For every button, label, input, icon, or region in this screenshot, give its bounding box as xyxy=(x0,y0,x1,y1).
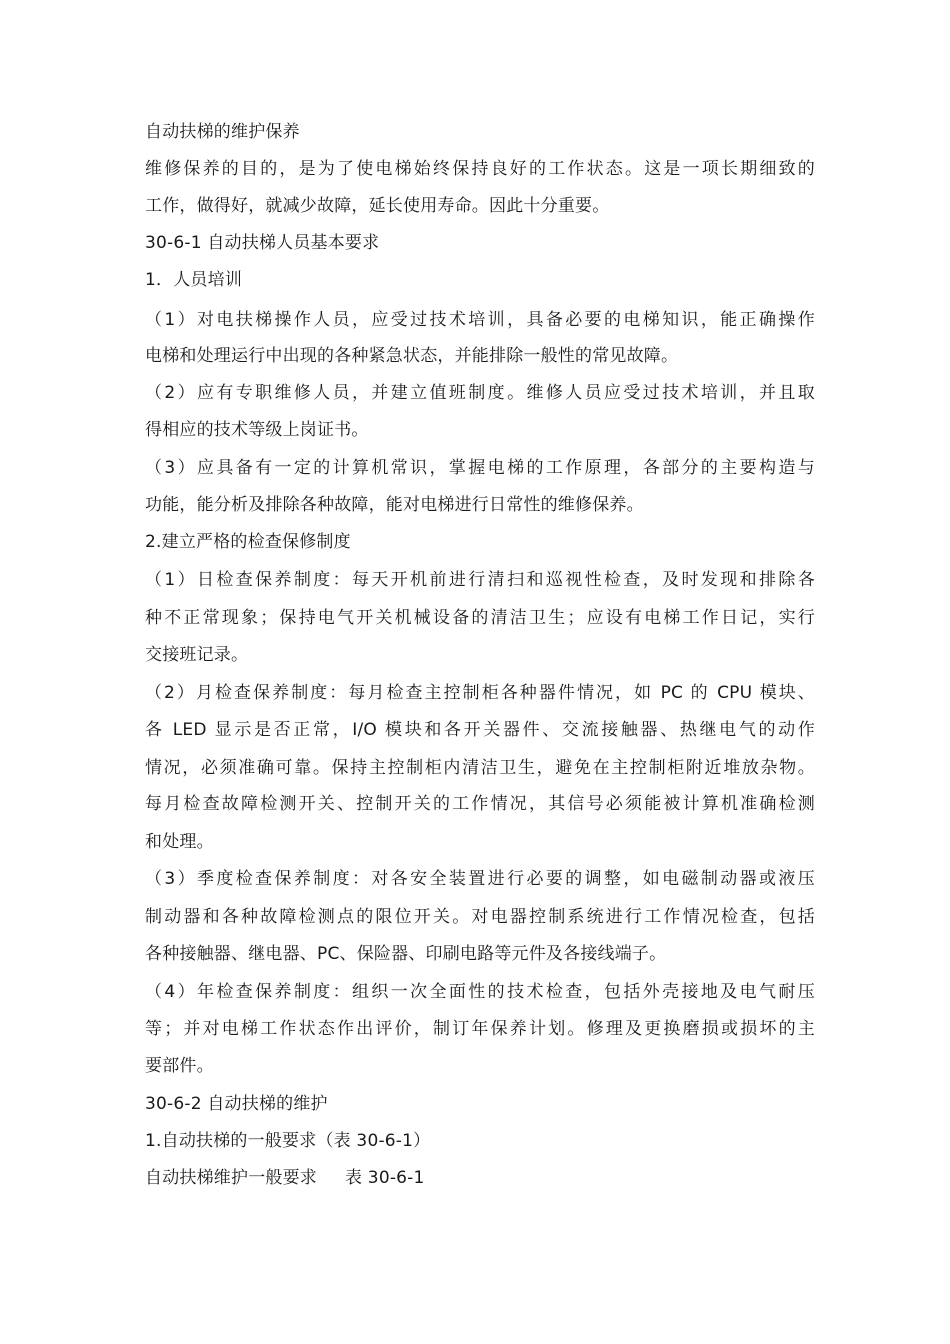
text-line: 自动扶梯的维护保养 xyxy=(145,122,300,142)
text-line: 得相应的技术等级上岗证书。 xyxy=(145,420,369,440)
text-line: （1）对电扶梯操作人员，应受过技术培训，具备必要的电梯知识，能正确操作 xyxy=(145,310,815,330)
text-line: 交接班记录。 xyxy=(145,645,249,665)
text-line: 30-6-1 自动扶梯人员基本要求 xyxy=(145,233,380,253)
text-line: 工作，做得好，就减少故障，延长使用寿命。因此十分重要。 xyxy=(145,196,610,216)
text-line: 2.建立严格的检查保修制度 xyxy=(145,532,351,552)
text-line: 1.自动扶梯的一般要求（表 30-6-1） xyxy=(145,1131,431,1151)
text-line: （3）季度检查保养制度：对各安全装置进行必要的调整，如电磁制动器或液压 xyxy=(145,869,815,889)
text-line: 各种接触器、继电器、PC、保险器、印刷电路等元件及各接线端子。 xyxy=(145,944,667,964)
text-line: 种不正常现象；保持电气开关机械设备的清洁卫生；应设有电梯工作日记，实行 xyxy=(145,608,815,628)
text-line: 情况，必须准确可靠。保持主控制柜内清洁卫生，避免在主控制柜附近堆放杂物。 xyxy=(145,758,815,778)
table-caption-number: 表 30-6-1 xyxy=(345,1168,425,1188)
text-line: 和处理。 xyxy=(145,832,214,852)
text-line: （2）应有专职维修人员，并建立值班制度。维修人员应受过技术培训，并且取 xyxy=(145,383,815,403)
text-line: （4）年检查保养制度：组织一次全面性的技术检查，包括外壳接地及电气耐压 xyxy=(145,982,815,1002)
text-line: 每月检查故障检测开关、控制开关的工作情况，其信号必须能被计算机准确检测 xyxy=(145,794,815,814)
text-line: （2）月检查保养制度：每月检查主控制柜各种器件情况，如 PC 的 CPU 模块、 xyxy=(145,683,815,703)
table-caption xyxy=(145,1166,815,1190)
text-line: （3）应具备有一定的计算机常识，掌握电梯的工作原理，各部分的主要构造与 xyxy=(145,458,815,478)
table-caption-title: 自动扶梯维护一般要求 xyxy=(145,1168,317,1188)
text-line: 30-6-2 自动扶梯的维护 xyxy=(145,1094,328,1114)
text-line: 制动器和各种故障检测点的限位开关。对电器控制系统进行工作情况检查，包括 xyxy=(145,907,815,927)
text-line: （1）日检查保养制度：每天开机前进行清扫和巡视性检查，及时发现和排除各 xyxy=(145,570,815,590)
text-line: 各 LED 显示是否正常，I/O 模块和各开关器件、交流接触器、热继电气的动作 xyxy=(145,720,815,740)
text-line: 要部件。 xyxy=(145,1056,214,1076)
text-line: 维修保养的目的，是为了使电梯始终保持良好的工作状态。这是一项长期细致的 xyxy=(145,159,815,179)
text-line: 1．人员培训 xyxy=(145,270,243,290)
text-line: 功能，能分析及排除各种故障，能对电梯进行日常性的维修保养。 xyxy=(145,495,644,515)
text-line: 等；并对电梯工作状态作出评价，制订年保养计划。修理及更换磨损或损坏的主 xyxy=(145,1019,815,1039)
text-line: 电梯和处理运行中出现的各种紧急状态，并能排除一般性的常见故障。 xyxy=(145,346,679,366)
